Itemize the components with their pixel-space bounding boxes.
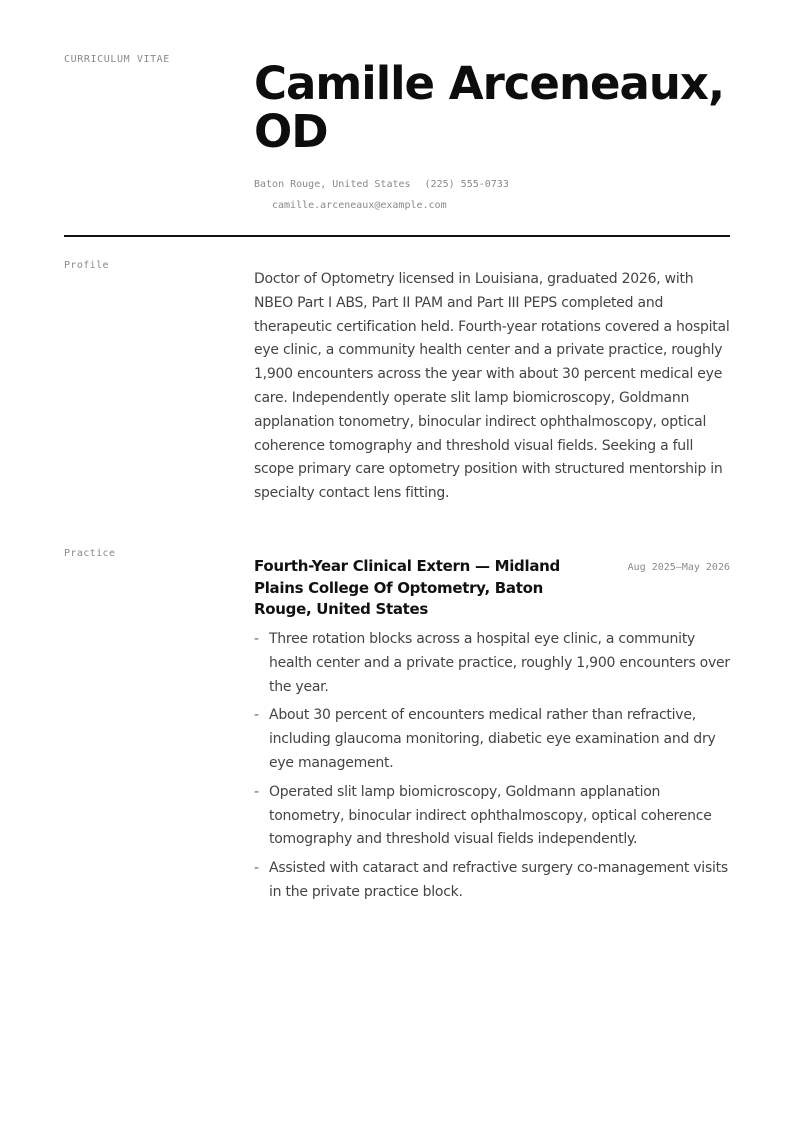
bullet-marker: - <box>254 783 259 800</box>
bullet-text: Three rotation blocks across a hospital eye clinic, a community health center and a private practice, roughly 1,900 encounters over the year. <box>269 631 730 695</box>
candidate-name: Camille Arceneaux, OD <box>254 57 725 158</box>
profile-summary: Doctor of Optometry licensed in Louisiana, graduated 2026, with NBEO Part I ABS, Part II PAM and Part III PEPS completed and therapeutic certification held. Fourth-year rotations covered a hospital eye clinic, a community health center and a private practice, roughly 1,900 encounters across the year with about 30 percent medical eye care. Independently operate slit lamp biomicroscopy, Goldmann applanation tonometry, binocular indirect ophthalmoscopy, optical coherence tomography and threshold visual fields. Seeking a full scope primary care optometry position with structured mentorship in specialty contact lens fitting. <box>254 271 730 502</box>
bullet-marker: - <box>254 707 259 724</box>
bullet-marker: - <box>254 631 259 647</box>
job-bullet <box>254 628 732 699</box>
profile-section-label: Profile <box>64 260 109 271</box>
bullet-text: Operated slit lamp biomicroscopy, Goldmann applanation tonometry, binocular indirect ophthalmoscopy, optical coherence tomography and threshold visual fields independently. <box>269 783 712 848</box>
contact-location: Baton Rouge, United States <box>254 179 411 190</box>
contact-email[interactable]: camille.arceneaux@example.com <box>272 200 447 211</box>
job-bullet <box>254 704 732 775</box>
job-title: Fourth-Year Clinical Extern — Midland Plains College Of Optometry, Baton Rouge, United States <box>254 557 560 618</box>
header-divider <box>64 235 730 237</box>
document-eyebrow: CURRICULUM VITAE <box>64 54 170 65</box>
job-dates: Aug 2025–May 2026 <box>627 562 730 573</box>
job-bullet-list <box>254 628 732 910</box>
contact-info <box>254 174 554 216</box>
contact-phone: (225) 555-0733 <box>424 179 509 190</box>
bullet-text: Assisted with cataract and refractive surgery co-management visits in the private practice block. <box>269 860 728 900</box>
job-bullet <box>254 781 732 852</box>
bullet-text: About 30 percent of encounters medical rather than refractive, including glaucoma monitoring, diabetic eye examination and dry eye management. <box>269 707 716 771</box>
practice-section-label: Practice <box>64 548 116 559</box>
job-bullet <box>254 857 732 905</box>
bullet-marker: - <box>254 860 259 877</box>
